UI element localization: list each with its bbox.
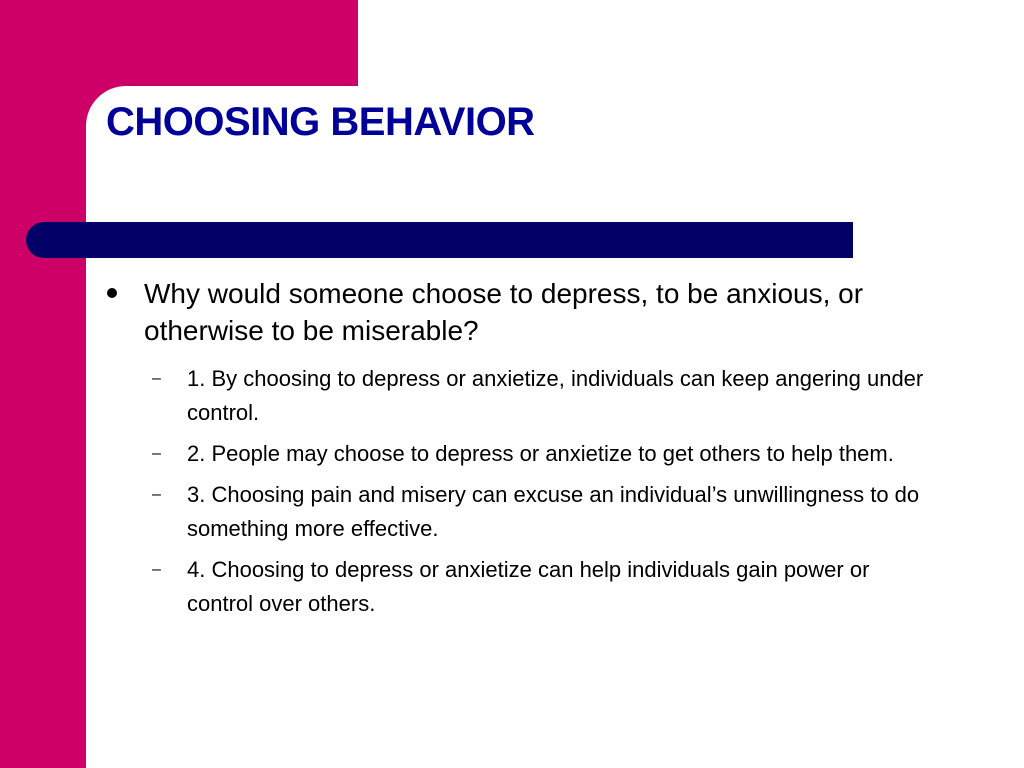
sub-bullet-item — [152, 553, 952, 621]
main-bullet-text: Why would someone choose to depress, to be anxious, or otherwise to be miserable? — [144, 278, 864, 346]
sub-bullet-text: 1. By choosing to depress or anxietize, individuals can keep angering under control. — [187, 366, 924, 425]
dash-icon: – — [152, 445, 161, 462]
dash-icon: – — [152, 370, 161, 387]
sub-bullet-item — [152, 437, 952, 471]
dash-icon: – — [152, 561, 161, 578]
sub-bullet-text: 3. Choosing pain and misery can excuse an individual’s unwillingness to do something more effective. — [187, 482, 920, 541]
sub-bullet-list — [152, 362, 952, 628]
slide-title: CHOOSING BEHAVIOR — [106, 100, 535, 144]
accent-strip — [0, 0, 86, 768]
bullet-dot-icon — [107, 288, 117, 298]
dash-icon: – — [152, 486, 161, 503]
sub-bullet-text: 4. Choosing to depress or anxietize can help individuals gain power or control over others. — [187, 557, 870, 616]
sub-bullet-item — [152, 478, 952, 546]
sub-bullet-text: 2. People may choose to depress or anxietize to get others to help them. — [187, 441, 894, 466]
title-underline-bar — [26, 222, 853, 258]
sub-bullet-item — [152, 362, 952, 430]
